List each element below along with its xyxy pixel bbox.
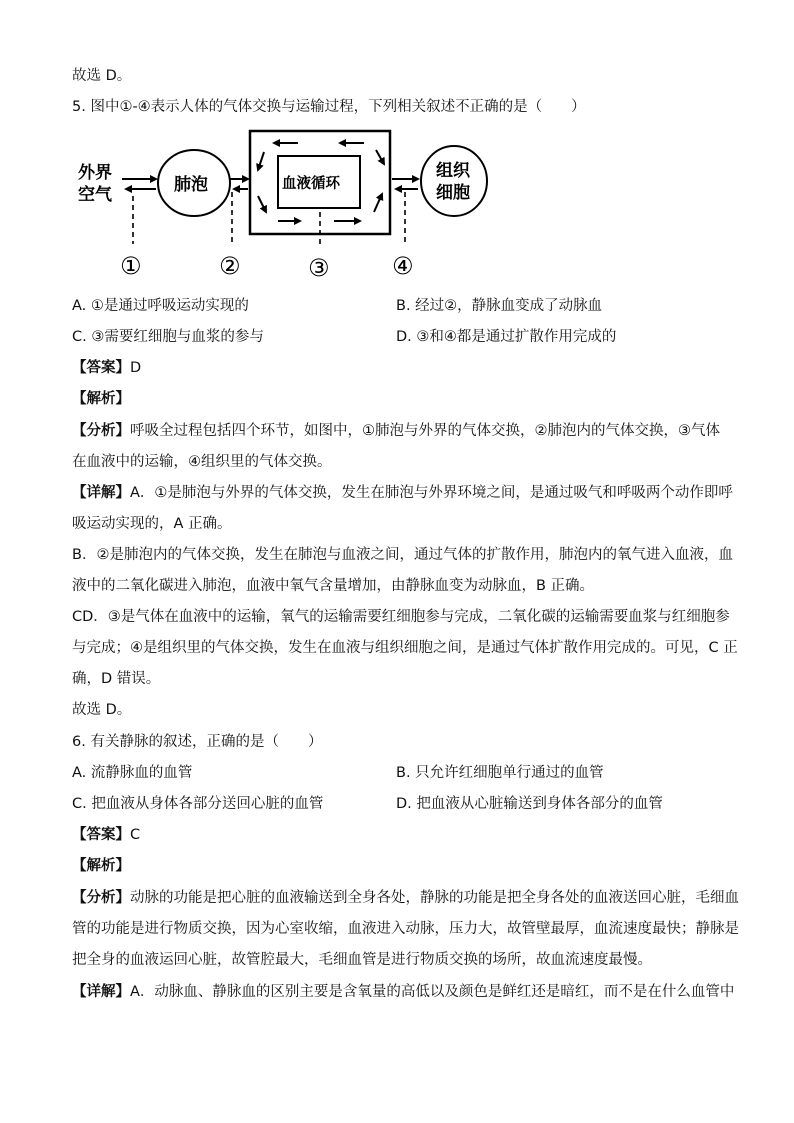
q6-answer	[72, 825, 722, 845]
q6-option-d: D. 把血液从心脏输送到身体各部分的血管	[396, 796, 663, 812]
q5-analysis-tag: 【解析】	[72, 391, 130, 407]
answer-tag: 【答案】	[72, 827, 130, 843]
q5-detail-cd-1: CD．③是气体在血液中的运输，氧气的运输需要红细胞参与完成，二氧化碳的运输需要血浆与红细胞参	[72, 609, 730, 625]
answer-value: D	[130, 360, 142, 376]
q6-option-b: B. 只允许红细胞单行通过的血管	[396, 765, 604, 781]
analysis-text: 动脉的功能是把心脏的血液输送到全身各处，静脉的功能是把全身各处的血液送回心脏，毛细血	[130, 890, 739, 906]
q5-analysis-1	[72, 421, 722, 441]
q5-detail-cd-2: 与完成；④是组织里的气体交换，发生在血液与组织细胞之间，是通过气体扩散作用完成的。可见，C 正	[72, 640, 738, 656]
tissue-cell-label-2: 细胞	[436, 183, 470, 203]
detail-text: A．动脉血、静脉血的区别主要是含氧量的高低以及颜色是鲜红还是暗红，而不是在什么血管中	[130, 984, 735, 1000]
q5-conclusion: 故选 D。	[72, 702, 132, 718]
q5-detail-a-1	[72, 483, 733, 503]
marker-3: ③	[308, 254, 330, 281]
detail-text: A．①是肺泡与外界的气体交换，发生在肺泡与外界环境之间，是通过吸气和呼吸两个动作即呼	[130, 485, 733, 501]
q5-detail-b-1: B．②是肺泡内的气体交换，发生在肺泡与血液之间，通过气体的扩散作用，肺泡内的氧气进入血液，血	[72, 547, 733, 563]
marker-2: ②	[219, 252, 241, 280]
answer-value: C	[130, 827, 141, 843]
q5-option-c: C. ③需要红细胞与血浆的参与	[72, 329, 264, 345]
q6-analysis-2: 管的功能是进行物质交换，因为心室收缩，血液进入动脉，压力大，故管壁最厚，血流速度最快；静脉是	[72, 921, 739, 937]
prev-conclusion: 故选 D。	[72, 68, 132, 84]
outside-air-label-2: 空气	[78, 185, 112, 205]
q5-analysis-2: 在血液中的运输，④组织里的气体交换。	[72, 454, 332, 470]
detail-label: 【详解】	[72, 485, 130, 501]
alveoli-label: 肺泡	[174, 175, 208, 195]
marker-4: ④	[392, 252, 414, 280]
q5-detail-cd-3: 确，D 错误。	[72, 671, 161, 687]
q5-detail-b-2: 液中的二氧化碳进入肺泡，血液中氧气含量增加，由静脉血变为动脉血，B 正确。	[72, 578, 595, 594]
q5-stem: 5. 图中①-④表示人体的气体交换与运输过程，下列相关叙述不正确的是（ ）	[72, 99, 586, 115]
outside-air-label-1: 外界	[78, 163, 112, 183]
answer-tag: 【答案】	[72, 360, 130, 376]
q5-detail-a-2: 吸运动实现的，A 正确。	[72, 516, 232, 532]
q6-option-a: A. 流静脉血的血管	[72, 765, 193, 781]
q6-stem: 6. 有关静脉的叙述，正确的是（ ）	[72, 734, 323, 750]
analysis-label: 【分析】	[72, 890, 130, 906]
blood-circulation-label: 血液循环	[282, 176, 340, 192]
q6-option-c: C. 把血液从身体各部分送回心脏的血管	[72, 796, 324, 812]
q5-option-a: A. ①是通过呼吸运动实现的	[72, 298, 249, 314]
q6-detail-a-1	[72, 982, 735, 1002]
q6-analysis-1	[72, 888, 739, 908]
q5-option-b: B. 经过②，静脉血变成了动脉血	[396, 298, 603, 314]
gas-exchange-diagram	[72, 126, 492, 281]
tissue-cell-label-1: 组织	[436, 161, 470, 181]
q5-answer	[72, 358, 722, 378]
q6-analysis-3: 把全身的血液运回心脏，故管腔最大，毛细血管是进行物质交换的场所，故血流速度最慢。	[72, 952, 652, 968]
q6-analysis-tag: 【解析】	[72, 858, 130, 874]
analysis-label: 【分析】	[72, 423, 130, 439]
q5-option-d: D. ③和④都是通过扩散作用完成的	[396, 329, 617, 345]
tissue-cell-circle	[421, 146, 487, 216]
analysis-text: 呼吸全过程包括四个环节，如图中，①肺泡与外界的气体交换，②肺泡内的气体交换，③气体	[130, 423, 720, 439]
detail-label: 【详解】	[72, 984, 130, 1000]
marker-1: ①	[120, 252, 142, 280]
